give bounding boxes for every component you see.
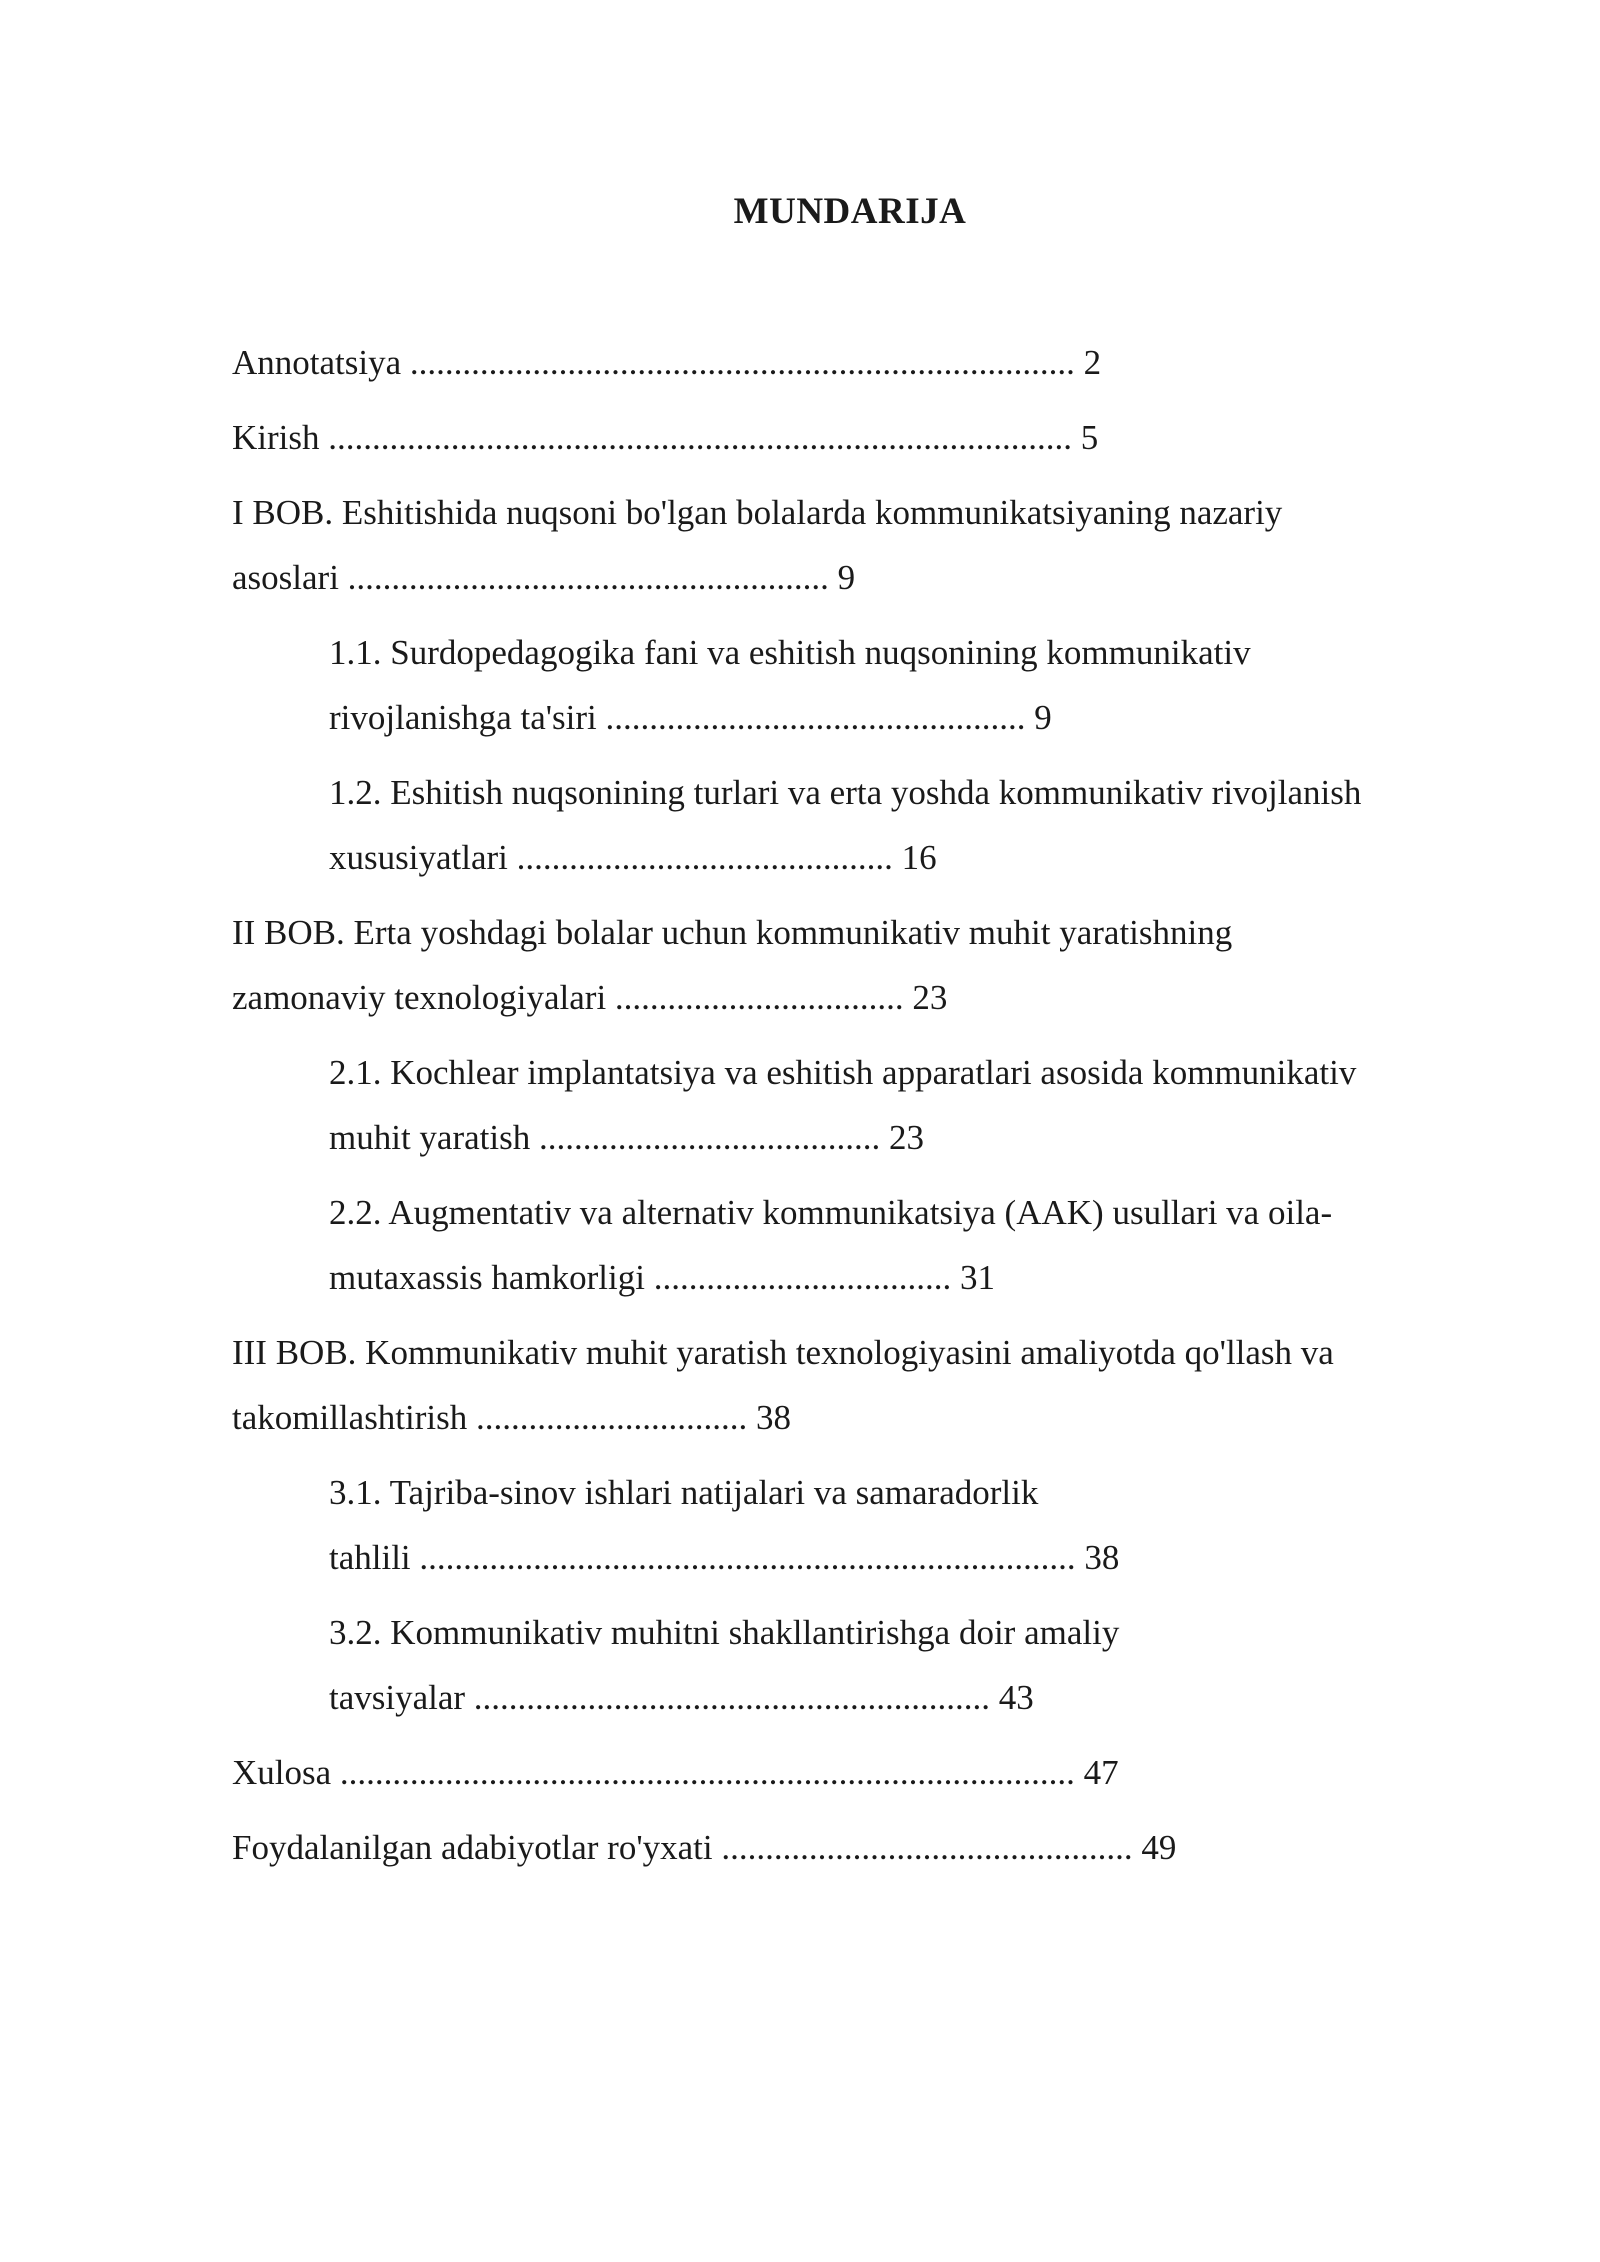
toc-entry-chapter-3 xyxy=(232,1320,1462,1450)
toc-entry-line: 2.1. Kochlear implantatsiya va eshitish apparatlari asosida kommunikativ xyxy=(329,1053,1357,1092)
toc-entry-line: muhit yaratish ....................................... 23 xyxy=(329,1118,924,1157)
toc-entry-line: II BOB. Erta yoshdagi bolalar uchun kommunikativ muhit yaratishning xyxy=(232,913,1233,952)
toc-entry-section-2-2 xyxy=(232,1180,1462,1310)
toc-entry-section-3-1 xyxy=(232,1460,1462,1590)
toc-entry-annotatsiya xyxy=(232,330,1462,395)
toc-entry-line: 3.1. Tajriba-sinov ishlari natijalari va samaradorlik xyxy=(329,1473,1039,1512)
toc-entry-line: Foydalanilgan adabiyotlar ro'yxati ............................................... 49 xyxy=(232,1828,1177,1867)
toc-entry-references xyxy=(232,1815,1462,1880)
toc-entry-line: tahlili ........................................................................... 38 xyxy=(329,1538,1120,1577)
toc-entry-line: rivojlanishga ta'siri ................................................ 9 xyxy=(329,698,1052,737)
toc-entry-section-1-2 xyxy=(232,760,1462,890)
toc-entry-line: asoslari ....................................................... 9 xyxy=(232,558,856,597)
toc-entry-line: Kirish ..................................................................................... 5 xyxy=(232,418,1099,457)
toc-entry-section-2-1 xyxy=(232,1040,1462,1170)
toc-entry-line: 3.2. Kommunikativ muhitni shakllantirishga doir amaliy xyxy=(329,1613,1120,1652)
page-title: MUNDARIJA xyxy=(733,191,967,232)
toc-entry-line: 1.2. Eshitish nuqsonining turlari va erta yoshda kommunikativ rivojlanish xyxy=(329,773,1362,812)
toc-entry-line: III BOB. Kommunikativ muhit yaratish texnologiyasini amaliyotda qo'llash va xyxy=(232,1333,1334,1372)
toc-entry-chapter-2 xyxy=(232,900,1462,1030)
toc-entry-line: 2.2. Augmentativ va alternativ kommunikatsiya (AAK) usullari va oila- xyxy=(329,1193,1333,1232)
toc-entry-line: I BOB. Eshitishida nuqsoni bo'lgan bolalarda kommunikatsiyaning nazariy xyxy=(232,493,1283,532)
toc-entry-kirish xyxy=(232,405,1462,470)
toc-entry-line: tavsiyalar ........................................................... 43 xyxy=(329,1678,1034,1717)
toc-entry-section-1-1 xyxy=(232,620,1462,750)
toc-entry-line: takomillashtirish ............................... 38 xyxy=(232,1398,792,1437)
toc-entry-line: Annotatsiya ............................................................................ 2 xyxy=(232,343,1102,382)
toc-entry-line: zamonaviy texnologiyalari ................................. 23 xyxy=(232,978,948,1017)
toc-entry-line: xususiyatlari ........................................... 16 xyxy=(329,838,937,877)
toc-entry-xulosa xyxy=(232,1740,1462,1805)
toc-entry-chapter-1 xyxy=(232,480,1462,610)
toc-entry-line: 1.1. Surdopedagogika fani va eshitish nuqsonining kommunikativ xyxy=(329,633,1251,672)
toc-entry-section-3-2 xyxy=(232,1600,1462,1730)
table-of-contents xyxy=(232,330,1462,1890)
toc-entry-line: mutaxassis hamkorligi .................................. 31 xyxy=(329,1258,995,1297)
toc-entry-line: Xulosa .................................................................................... 47 xyxy=(232,1753,1119,1792)
